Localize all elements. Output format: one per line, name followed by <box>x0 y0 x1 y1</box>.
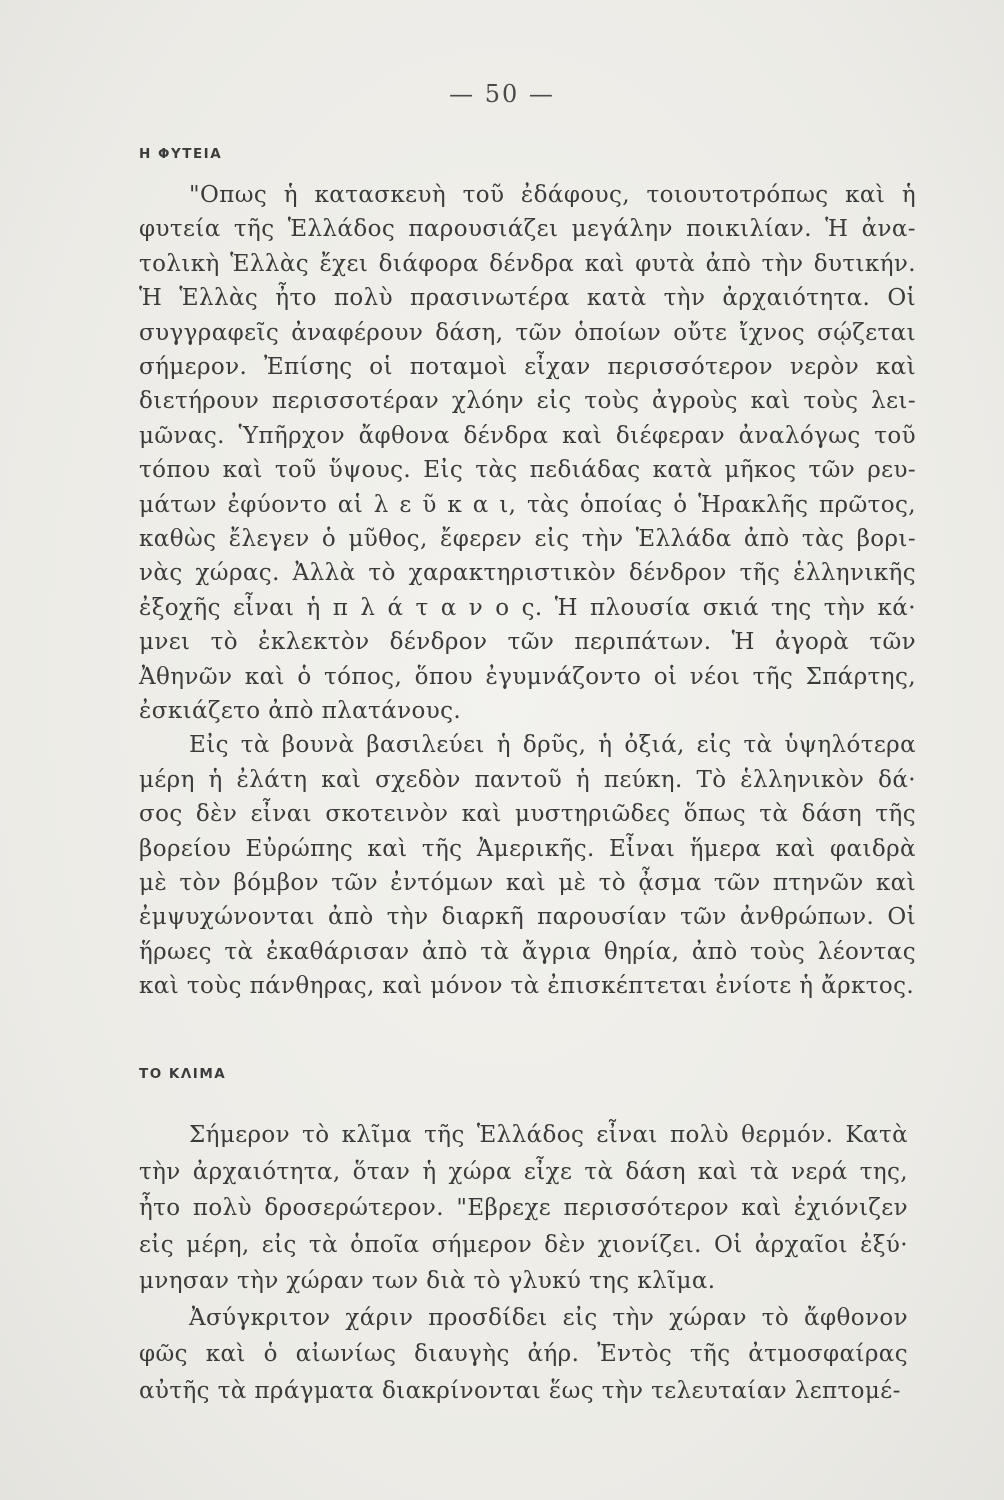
text-line: Εἰς τὰ βουνὰ βασιλεύει ἡ δρῦς, ἡ ὀξιά, εἰς τὰ ὑψηλότερα <box>189 732 917 758</box>
text-line: καθὼς ἔλεγεν ὁ μῦθος, ἔφερεν εἰς τὴν Ἑλλάδα ἀπὸ τὰς βορι- <box>139 526 917 552</box>
text-line: "Οπως ἡ κατασκευὴ τοῦ ἐδάφους, τοιουτοτρόπως καὶ ἡ <box>189 182 917 208</box>
text-line: μάτων ἐφύοντο αἱ λ ε ῦ κ α ι, τὰς ὁποίας ὁ Ἡρακλῆς πρῶτος, <box>139 492 916 518</box>
text-line: αὐτῆς τὰ πράγματα διακρίνονται ἕως τὴν τελευταίαν λεπτομέ- <box>139 1378 901 1404</box>
text-line: Σήμερον τὸ κλῖμα τῆς Ἑλλάδος εἶναι πολὺ θερμόν. Κατὰ <box>189 1122 909 1148</box>
text-line: Ἡ Ἑλλὰς ἦτο πολὺ πρασινωτέρα κατὰ τὴν ἀρχαιότητα. Οἱ <box>139 285 916 311</box>
section-heading-fyteia: Η ΦΥΤΕΙΑ <box>139 146 223 162</box>
text-line: μὲ τὸν βόμβον τῶν ἐντόμων καὶ μὲ τὸ ᾆσμα τῶν πτηνῶν καὶ <box>139 870 917 896</box>
text-line: εἰς μέρη, εἰς τὰ ὁποῖα σήμερον δὲν χιονίζει. Οἱ ἀρχαῖοι ἐξύ· <box>139 1232 908 1258</box>
text-line: μῶνας. Ὑπῆρχον ἄφθονα δένδρα καὶ διέφεραν ἀναλόγως τοῦ <box>139 423 917 449</box>
text-line: διετήρουν περισσοτέραν χλόην εἰς τοὺς ἀγροὺς καὶ τοὺς λει- <box>139 388 917 414</box>
text-line: ἐσκιάζετο ἀπὸ πλατάνους. <box>139 698 462 724</box>
text-line: σος δὲν εἶναι σκοτεινὸν καὶ μυστηριῶδες ὅπως τὰ δάση τῆς <box>139 801 916 827</box>
text-line: ἐξοχῆς εἶναι ἡ π λ ά τ α ν ο ς. Ἡ πλουσία σκιά της τὴν κά· <box>139 595 916 621</box>
text-line: ἐμψυχώνονται ἀπὸ τὴν διαρκῆ παρουσίαν τῶν ἀνθρώπων. Οἱ <box>139 904 917 930</box>
text-line: σήμερον. Ἐπίσης οἱ ποταμοὶ εἶχαν περισσότερον νερὸν καὶ <box>139 354 916 380</box>
text-line: νὰς χώρας. Ἀλλὰ τὸ χαρακτηριστικὸν δένδρον τῆς ἑλληνικῆς <box>139 560 916 586</box>
text-line: τολικὴ Ἑλλὰς ἔχει διάφορα δένδρα καὶ φυτὰ ἀπὸ τὴν δυτικήν. <box>139 251 916 277</box>
text-line: Ἀσύγκριτον χάριν προσδίδει εἰς τὴν χώραν τὸ ἄφθονον <box>189 1305 908 1331</box>
page-number: — 50 — <box>449 80 555 108</box>
text-line: ἥρωες τὰ ἐκαθάρισαν ἀπὸ τὰ ἄγρια θηρία, ἀπὸ τοὺς λέοντας <box>139 939 917 965</box>
text-line: βορείου Εὐρώπης καὶ τῆς Ἀμερικῆς. Εἶναι ἥμερα καὶ φαιδρὰ <box>139 836 916 862</box>
text-line: μέρη ἡ ἐλάτη καὶ σχεδὸν παντοῦ ἡ πεύκη. Τὸ ἑλληνικὸν δά· <box>139 767 916 793</box>
text-line: Ἀθηνῶν καὶ ὁ τόπος, ὅπου ἐγυμνάζοντο οἱ νέοι τῆς Σπάρτης, <box>139 664 916 690</box>
text-line: μνει τὸ ἐκλεκτὸν δένδρον τῶν περιπάτων. Ἡ ἀγορὰ τῶν <box>139 629 916 655</box>
section-heading-klima: ΤΟ ΚΛΙΜΑ <box>139 1066 227 1082</box>
text-line: τόπου καὶ τοῦ ὕψους. Εἰς τὰς πεδιάδας κατὰ μῆκος τῶν ρευ- <box>139 457 917 483</box>
text-line: συγγραφεῖς ἀναφέρουν δάση, τῶν ὁποίων οὔτε ἴχνος σῴζεται <box>139 320 917 346</box>
text-line: φῶς καὶ ὁ αἰωνίως διαυγὴς ἀήρ. Ἐντὸς τῆς ἀτμοσφαίρας <box>139 1341 909 1367</box>
text-line: φυτεία τῆς Ἑλλάδος παρουσιάζει μεγάλην ποικιλίαν. Ἡ ἀνα- <box>139 216 916 242</box>
text-line: ἦτο πολὺ δροσερώτερον. "Εβρεχε περισσότερον καὶ ἐχιόνιζεν <box>139 1195 908 1221</box>
text-line: μνησαν τὴν χώραν των διὰ τὸ γλυκύ της κλῖμα. <box>139 1268 716 1294</box>
text-line: τὴν ἀρχαιότητα, ὅταν ἡ χώρα εἶχε τὰ δάση καὶ τὰ νερά της, <box>139 1159 909 1185</box>
text-line: καὶ τοὺς πάνθηρας, καὶ μόνον τὰ ἐπισκέπτεται ἐνίοτε ἡ ἄρκτος. <box>139 973 915 999</box>
